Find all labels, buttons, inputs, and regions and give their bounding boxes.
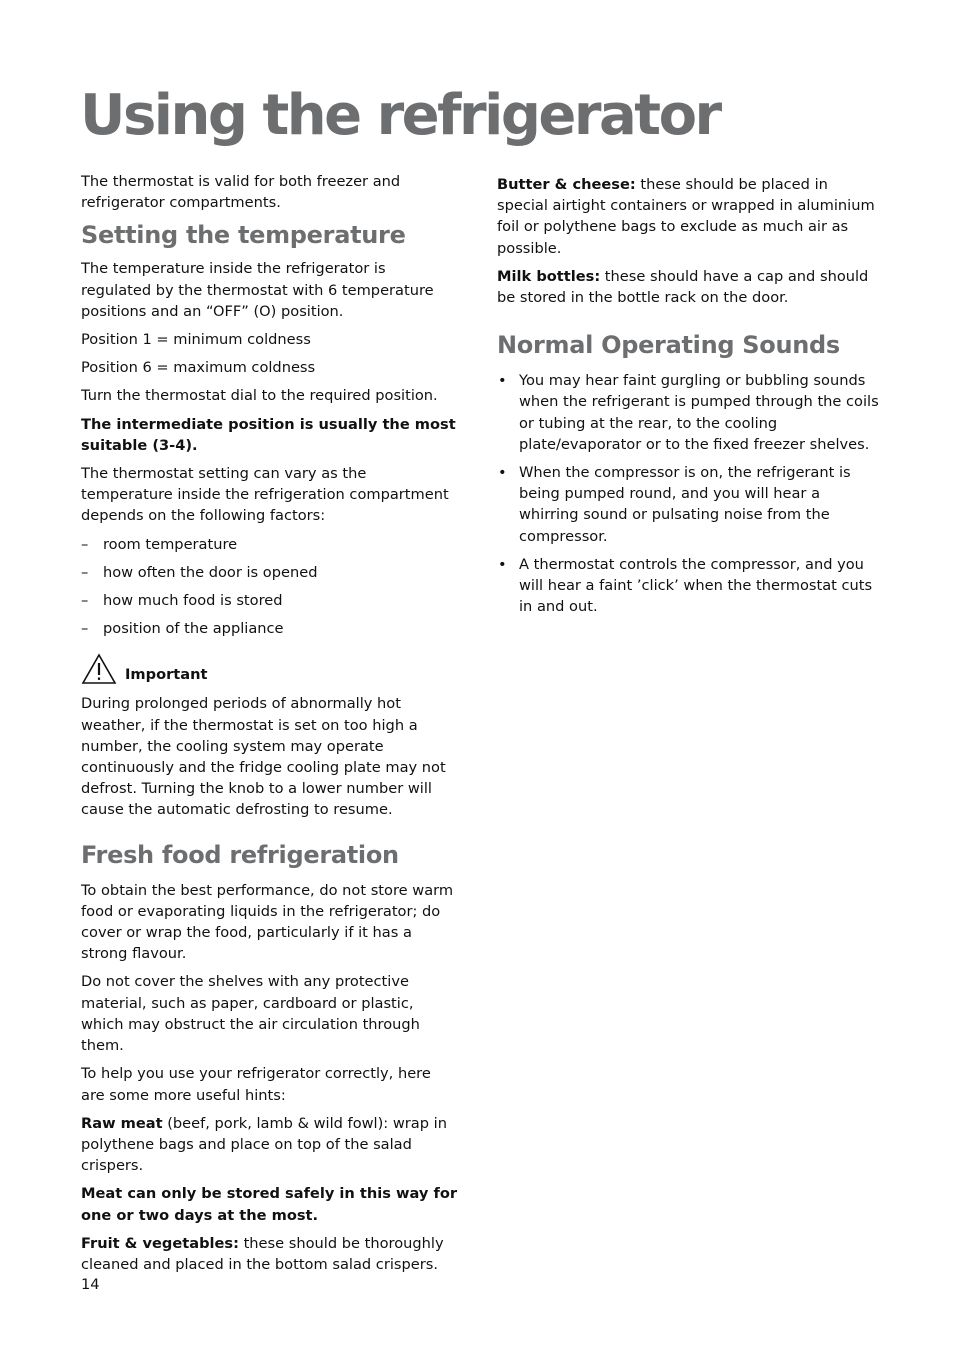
factors-list	[81, 534, 459, 640]
warning-triangle-icon	[81, 653, 117, 685]
turn-dial-text: Turn the thermostat dial to the required position.	[81, 387, 438, 405]
list-item: • You may hear faint gurgling or bubbling sounds when the refrigerant is pumped through the coils or tubing at the rear, to the cooling plate/evaporator or to the fixed freezer shelves.	[497, 370, 879, 455]
sounds-list	[497, 370, 879, 617]
milk-hint: Milk bottles: these should have a cap and should be stored in the bottle rack on the door.	[497, 267, 869, 307]
list-item: • A thermostat controls the compressor, and you will hear a faint ’click’ when the thermostat cuts in and out.	[497, 554, 879, 618]
list-item: – position of the appliance	[81, 618, 459, 639]
fresh-paragraph-3: To help you use your refrigerator correctly, here are some more useful hints:	[81, 1065, 431, 1104]
fruit-hint: Fruit & vegetables: these should be thoroughly cleaned and placed in the bottom salad crispers.	[81, 1234, 444, 1273]
list-item: • When the compressor is on, the refrigerant is being pumped round, and you will hear a whirring sound or pulsating noise from the compressor.	[497, 462, 879, 547]
fresh-food-heading: Fresh food refrigeration	[81, 840, 399, 869]
raw-meat-hint: Raw meat (beef, pork, lamb & wild fowl): wrap in polythene bags and place on top of the salad crispers.	[81, 1114, 447, 1175]
important-text: During prolonged periods of abnormally hot weather, if the thermostat is set on too high a number, the cooling system may operate continuously and the fridge cooling plate may not defrost. Turning the knob to a lower number will cause the automatic defrosting to resume.	[81, 695, 446, 819]
fruit-label: Fruit & vegetables:	[81, 1234, 239, 1252]
setting-temperature-heading: Setting the temperature	[81, 221, 406, 250]
meat-warning: Meat can only be stored safely in this way for one or two days at the most.	[81, 1185, 458, 1224]
important-notice-header	[81, 653, 459, 685]
fresh-paragraph-2: Do not cover the shelves with any protective material, such as paper, cardboard or plastic, which may obstruct the air circulation through them.	[81, 973, 420, 1055]
butter-hint: Butter & cheese: these should be placed in special airtight containers or wrapped in aluminium foil or polythene bags to exclude as much air as possible.	[497, 176, 875, 257]
left-column	[81, 171, 459, 1282]
sounds-heading: Normal Operating Sounds	[497, 331, 840, 360]
setting-paragraph: The temperature inside the refrigerator is regulated by the thermostat with 6 temperature positions and an “OFF” (O) position.	[81, 260, 434, 320]
raw-meat-label: Raw meat	[81, 1114, 163, 1132]
butter-label: Butter & cheese:	[497, 176, 636, 193]
list-item: – how much food is stored	[81, 590, 459, 611]
page-number: 14	[81, 1276, 100, 1293]
position-1-text: Position 1 = minimum coldness	[81, 331, 311, 349]
page-title: Using the refrigerator	[80, 83, 720, 148]
important-label: Important	[125, 666, 208, 684]
list-item: – room temperature	[81, 534, 459, 555]
intermediate-position-note: The intermediate position is usually the most suitable (3-4).	[81, 415, 456, 454]
position-6-text: Position 6 = maximum coldness	[81, 359, 316, 377]
milk-label: Milk bottles:	[497, 267, 601, 285]
fresh-paragraph-1: To obtain the best performance, do not store warm food or evaporating liquids in the refrigerator; do cover or wrap the food, particularly if it has a strong flavour.	[81, 881, 454, 963]
thermostat-factors-intro: The thermostat setting can vary as the temperature inside the refrigeration compartment depends on the following factors:	[81, 465, 449, 525]
list-item: – how often the door is opened	[81, 562, 459, 583]
right-column	[497, 174, 879, 624]
intro-paragraph: The thermostat is valid for both freezer and refrigerator compartments.	[81, 173, 401, 212]
